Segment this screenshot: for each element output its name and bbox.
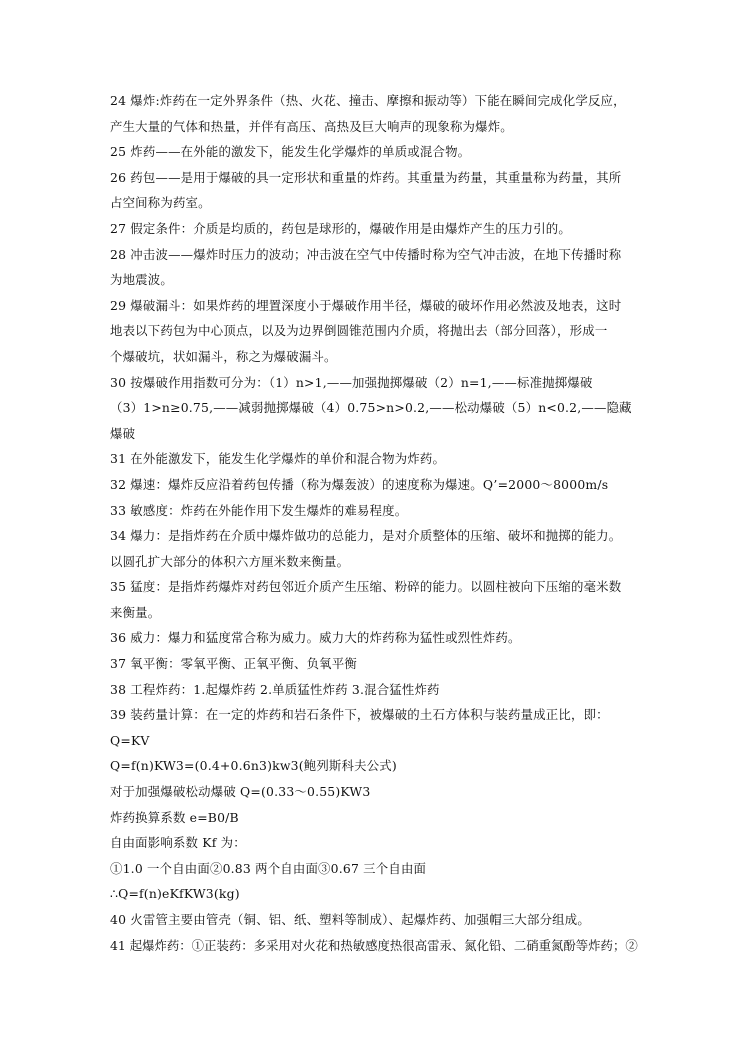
text-line: 35 猛度：是指炸药爆炸对药包邻近介质产生压缩、粉碎的能力。以圆柱被向下压缩的毫米数 (110, 579, 622, 595)
text-line: 个爆破坑，状如漏斗，称之为爆破漏斗。 (110, 348, 337, 364)
text-line: 28 冲击波——爆炸时压力的波动；冲击波在空气中传播时称为空气冲击波，在地下传播时称 (110, 246, 622, 262)
text-line: 29 爆破漏斗：如果炸药的埋置深度小于爆破作用半径，爆破的破坏作用必然波及地表，这时 (110, 297, 622, 313)
text-line: 24 爆炸:炸药在一定外界条件（热、火花、撞击、摩擦和振动等）下能在瞬间完成化学反应， (110, 93, 626, 108)
text-line: 27 假定条件：介质是均质的，药包是球形的，爆破作用是由爆炸产生的压力引的。 (110, 220, 571, 236)
text-line: 32 爆速：爆炸反应沿着药包传播（称为爆轰波）的速度称为爆速。Q’=2000～8000m/s (110, 476, 609, 492)
text-line: 38 工程炸药：1.起爆炸药 2.单质猛性炸药 3.混合猛性炸药 (110, 681, 440, 697)
text-line: 为地震波。 (110, 272, 173, 288)
text-line: 41 起爆炸药：①正装药：多采用对火花和热敏感度热很高雷汞、氮化铅、二硝重氮酚等炸药；② (110, 937, 638, 953)
text-line: 炸药换算系数 e=B0/B (110, 809, 239, 825)
text-line: 37 氧平衡：零氧平衡、正氧平衡、负氧平衡 (110, 656, 357, 672)
text-line: 33 敏感度：炸药在外能作用下发生爆炸的难易程度。 (110, 502, 408, 518)
text-line: ①1.0 一个自由面②0.83 两个自由面③0.67 三个自由面 (110, 860, 427, 876)
document-body (110, 88, 640, 958)
text-line: 39 装药量计算：在一定的炸药和岩石条件下，被爆破的土石方体积与装药量成正比，即： (110, 707, 609, 723)
text-line: 26 药包——是用于爆破的具一定形状和重量的炸药。其重量为药量，其重量称为药量，其所 (110, 169, 622, 185)
text-line: 对于加强爆破松动爆破 Q=(0.33～0.55)KW3 (110, 784, 371, 800)
text-line: 以圆孔扩大部分的体积六方厘米数来衡量。 (110, 553, 350, 569)
text-line: 来衡量。 (110, 604, 161, 620)
text-line: 地表以下药包为中心顶点，以及为边界倒圆锥范围内介质，将抛出去（部分回落），形成一 (110, 323, 608, 339)
text-line: 40 火雷管主要由管壳（铜、铝、纸、塑料等制成）、起爆炸药、加强帽三大部分组成。 (110, 912, 590, 927)
text-line: （3）1>n≥0.75,——减弱抛掷爆破（4）0.75>n>0.2,——松动爆破（5）n<0.2,——隐藏 (110, 400, 632, 416)
text-line: 34 爆力：是指炸药在介质中爆炸做功的总能力，是对介质整体的压缩、破坏和抛掷的能力。 (110, 528, 622, 544)
text-line: 占空间称为药室。 (110, 195, 211, 211)
text-line: 自由面影响系数 Kf 为： (110, 835, 246, 851)
text-line: 36 威力：爆力和猛度常合称为威力。威力大的炸药称为猛性或烈性炸药。 (110, 630, 521, 646)
text-line: 31 在外能激发下，能发生化学爆炸的单价和混合物为炸药。 (110, 451, 446, 467)
text-line: 25 炸药——在外能的激发下，能发生化学爆炸的单质或混合物。 (110, 144, 471, 160)
text-line: Q=f(n)KW3=(0.4+0.6n3)kw3(鲍列斯科夫公式) (110, 758, 397, 774)
text-line: Q=KV (110, 732, 150, 748)
text-line: ∴Q=f(n)eKfKW3(kg) (110, 886, 240, 902)
text-line: 爆破 (110, 425, 136, 441)
text-line: 30 按爆破作用指数可分为：（1）n>1,——加强抛掷爆破（2）n=1,——标准抛掷爆破 (110, 374, 593, 390)
text-line: 产生大量的气体和热量，并伴有高压、高热及巨大响声的现象称为爆炸。 (110, 118, 513, 134)
